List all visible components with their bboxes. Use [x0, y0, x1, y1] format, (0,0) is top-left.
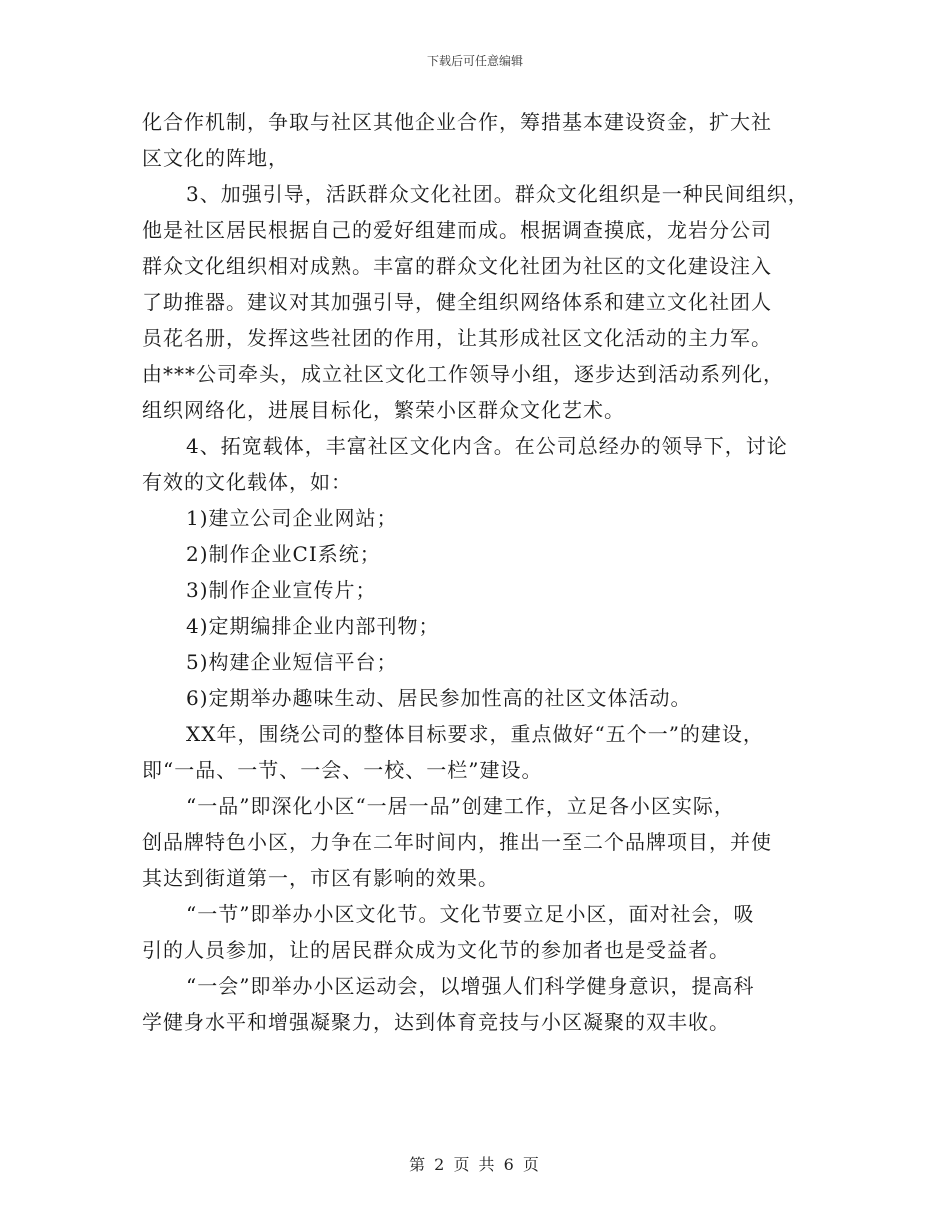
text-line: 组织网络化，进展目标化，繁荣小区群众文化艺术。	[142, 398, 625, 422]
text-line: “一会”即举办小区运动会，以增强人们科学健身意识，提高科	[186, 974, 755, 998]
page-number-footer: 第 2 页 共 6 页	[409, 1155, 541, 1174]
text-line: 2)制作企业CI系统；	[186, 542, 381, 566]
text-line: 3、加强引导，活跃群众文化社团。群众文化组织是一种民间组织，	[186, 182, 809, 206]
text-line: XX年，围绕公司的整体目标要求，重点做好“五个一”的建设，	[186, 722, 764, 746]
text-line: 其达到街道第一，市区有影响的效果。	[142, 866, 499, 890]
text-line: 4、拓宽载体，丰富社区文化内含。在公司总经办的领导下，讨论	[186, 434, 788, 458]
text-line: 6)定期举办趣味生动、居民参加性高的社区文体活动。	[186, 686, 692, 710]
text-line: 3)制作企业宣传片；	[186, 578, 377, 602]
text-line: 区文化的阵地，	[142, 146, 289, 170]
text-line: 学健身水平和增强凝聚力，达到体育竞技与小区凝聚的双丰收。	[142, 1010, 730, 1034]
text-line: 即“一品、一节、一会、一校、一栏”建设。	[142, 758, 543, 782]
text-line: 引的人员参加，让的居民群众成为文化节的参加者也是受益者。	[142, 938, 730, 962]
text-line: 了助推器。建议对其加强引导，健全组织网络体系和建立文化社团人	[142, 290, 772, 314]
text-line: 创品牌特色小区，力争在二年时间内，推出一至二个品牌项目，并使	[142, 830, 772, 854]
document-body	[142, 104, 822, 1040]
text-line: 4)定期编排企业内部刊物；	[186, 614, 440, 638]
text-line: 化合作机制，争取与社区其他企业合作，筹措基本建设资金，扩大社	[142, 110, 772, 134]
text-line: “一节”即举办小区文化节。文化节要立足小区，面对社会，吸	[186, 902, 755, 926]
text-line: 群众文化组织相对成熟。丰富的群众文化社团为社区的文化建设注入	[142, 254, 772, 278]
text-line: 由***公司牵头，成立社区文化工作领导小组，逐步达到活动系列化，	[142, 362, 784, 386]
text-line: 有效的文化载体，如：	[142, 470, 352, 494]
text-line: 5)构建企业短信平台；	[186, 650, 398, 674]
text-line: 员花名册，发挥这些社团的作用，让其形成社区文化活动的主力军。	[142, 326, 772, 350]
text-line: 1)建立公司企业网站；	[186, 506, 398, 530]
text-line: 他是社区居民根据自己的爱好组建而成。根据调查摸底，龙岩分公司	[142, 218, 772, 242]
page-header-note: 下载后可任意编辑	[426, 54, 523, 68]
text-line: “一品”即深化小区“一居一品”创建工作，立足各小区实际，	[186, 794, 735, 818]
